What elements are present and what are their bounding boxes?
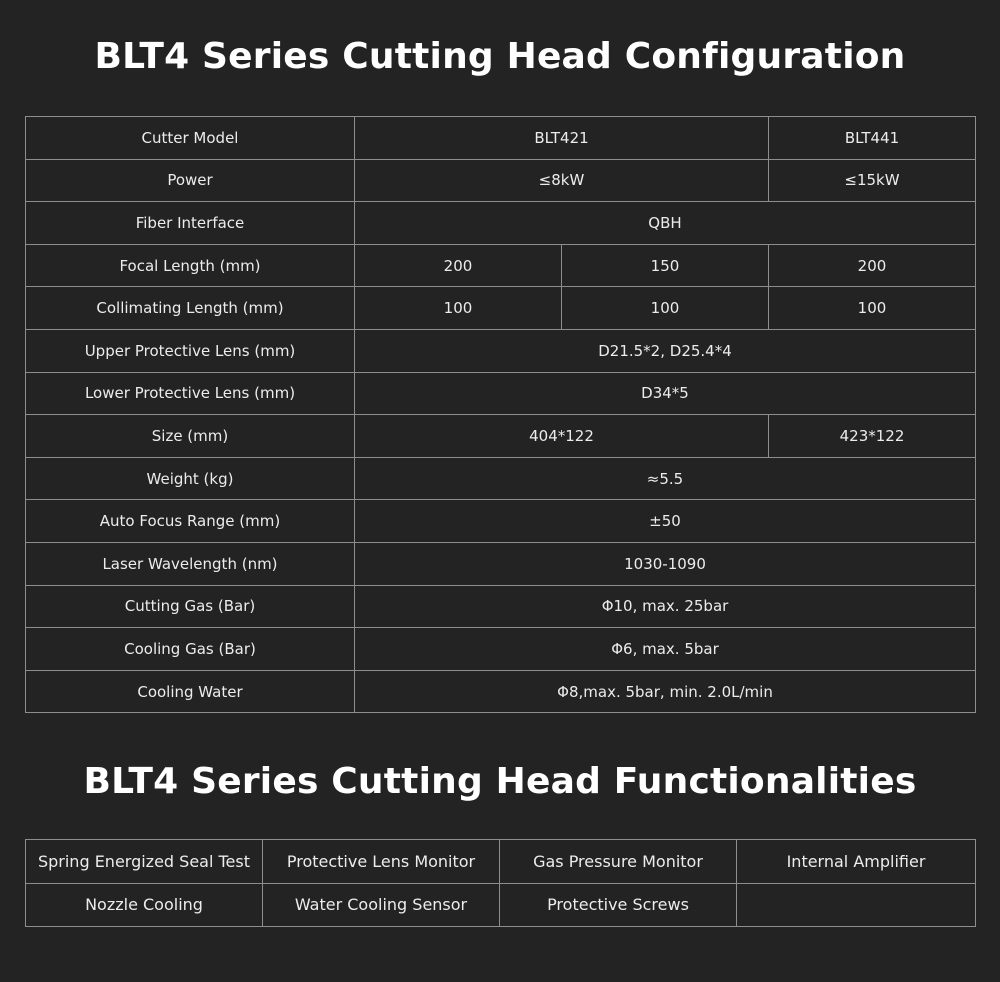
row-label: Laser Wavelength (nm) xyxy=(26,542,355,585)
table-row xyxy=(26,883,976,927)
cell-value: 100 xyxy=(355,287,562,330)
table-row xyxy=(26,585,976,628)
row-label: Power xyxy=(26,159,355,202)
function-item: Water Cooling Sensor xyxy=(263,883,500,927)
cell-value: BLT441 xyxy=(769,117,976,160)
functions-table xyxy=(25,839,976,927)
function-item: Gas Pressure Monitor xyxy=(500,840,737,884)
row-label: Cutting Gas (Bar) xyxy=(26,585,355,628)
functions-title: BLT4 Series Cutting Head Functionalities xyxy=(83,761,917,802)
table-row xyxy=(26,117,976,160)
cell-value: Φ6, max. 5bar xyxy=(355,628,976,671)
table-row xyxy=(26,287,976,330)
table-row xyxy=(26,329,976,372)
cell-value: ≤8kW xyxy=(355,159,769,202)
row-label: Collimating Length (mm) xyxy=(26,287,355,330)
function-item-empty xyxy=(737,883,976,927)
table-row xyxy=(26,244,976,287)
cell-value: D34*5 xyxy=(355,372,976,415)
cell-value: ≈5.5 xyxy=(355,457,976,500)
cell-value: 150 xyxy=(562,244,769,287)
cell-value: 404*122 xyxy=(355,415,769,458)
cell-value: ≤15kW xyxy=(769,159,976,202)
row-label: Upper Protective Lens (mm) xyxy=(26,329,355,372)
row-label: Cutter Model xyxy=(26,117,355,160)
table-row xyxy=(26,500,976,543)
cell-value: Φ8,max. 5bar, min. 2.0L/min xyxy=(355,670,976,713)
table-row xyxy=(26,457,976,500)
table-row xyxy=(26,628,976,671)
config-title: BLT4 Series Cutting Head Configuration xyxy=(94,36,906,77)
row-label: Auto Focus Range (mm) xyxy=(26,500,355,543)
cell-value: Φ10, max. 25bar xyxy=(355,585,976,628)
cell-value: QBH xyxy=(355,202,976,245)
table-row xyxy=(26,670,976,713)
row-label: Cooling Water xyxy=(26,670,355,713)
cell-value: 100 xyxy=(562,287,769,330)
table-row xyxy=(26,159,976,202)
row-label: Lower Protective Lens (mm) xyxy=(26,372,355,415)
function-item: Protective Screws xyxy=(500,883,737,927)
table-row xyxy=(26,542,976,585)
table-row xyxy=(26,202,976,245)
row-label: Weight (kg) xyxy=(26,457,355,500)
table-row xyxy=(26,372,976,415)
row-label: Fiber Interface xyxy=(26,202,355,245)
cell-value: BLT421 xyxy=(355,117,769,160)
cell-value: ±50 xyxy=(355,500,976,543)
config-table xyxy=(25,116,976,713)
cell-value: 200 xyxy=(355,244,562,287)
table-row xyxy=(26,840,976,884)
cell-value: 423*122 xyxy=(769,415,976,458)
cell-value: 100 xyxy=(769,287,976,330)
row-label: Size (mm) xyxy=(26,415,355,458)
function-item: Nozzle Cooling xyxy=(26,883,263,927)
row-label: Focal Length (mm) xyxy=(26,244,355,287)
cell-value: 200 xyxy=(769,244,976,287)
cell-value: 1030-1090 xyxy=(355,542,976,585)
function-item: Protective Lens Monitor xyxy=(263,840,500,884)
function-item: Spring Energized Seal Test xyxy=(26,840,263,884)
function-item: Internal Amplifier xyxy=(737,840,976,884)
table-row xyxy=(26,415,976,458)
cell-value: D21.5*2, D25.4*4 xyxy=(355,329,976,372)
row-label: Cooling Gas (Bar) xyxy=(26,628,355,671)
